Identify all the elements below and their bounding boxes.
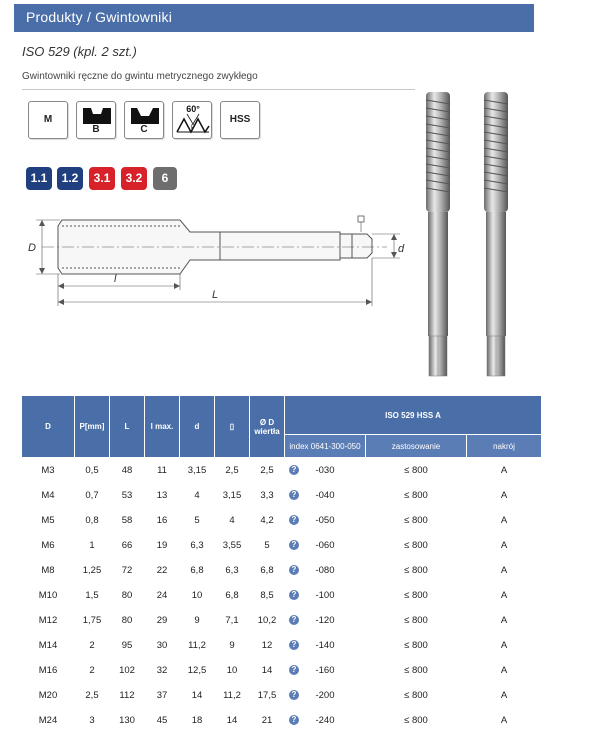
cell-lmax: 19 xyxy=(156,539,168,551)
cell-index xyxy=(285,558,365,582)
cell-zastosowanie: ≤ 800 xyxy=(404,614,428,626)
symbol-m-label: M xyxy=(43,114,53,125)
index-code[interactable]: -140 xyxy=(315,639,335,651)
angle-label: 60° xyxy=(186,104,200,114)
cell-d: 18 xyxy=(191,714,203,726)
cell-L: 72 xyxy=(121,564,133,576)
cell-index xyxy=(285,608,365,632)
dim-L-label: L xyxy=(212,289,219,301)
cell-lmax: 13 xyxy=(156,489,168,501)
index-code[interactable]: -100 xyxy=(315,589,335,601)
cell-lmax: 29 xyxy=(156,614,168,626)
cell-index xyxy=(285,533,365,557)
col-header-d: d xyxy=(180,396,214,457)
cell-nakroj: A xyxy=(500,689,508,701)
cell-d: 3,15 xyxy=(187,464,207,476)
cell-square: 11,2 xyxy=(223,689,241,701)
cell-L: 102 xyxy=(119,664,135,676)
info-icon[interactable]: ? xyxy=(289,615,299,625)
info-icon[interactable]: ? xyxy=(289,715,299,725)
cell-lmax: 45 xyxy=(156,714,168,726)
index-code[interactable]: -050 xyxy=(315,514,335,526)
col-header-drill-line2: wiertła xyxy=(254,426,280,436)
index-code[interactable]: -160 xyxy=(315,664,335,676)
cell-lmax: 37 xyxy=(156,689,168,701)
cell-L: 53 xyxy=(121,489,133,501)
chamfer-c-symbol xyxy=(124,101,164,139)
thread-angle-symbol xyxy=(172,101,212,139)
cell-P: 2 xyxy=(89,639,95,651)
cell-nakroj: A xyxy=(500,539,508,551)
info-icon[interactable]: ? xyxy=(289,490,299,500)
col-header-drill xyxy=(250,396,284,457)
cell-drill: 10,2 xyxy=(257,614,277,626)
cell-index xyxy=(285,708,365,732)
table-row xyxy=(22,633,541,657)
info-icon[interactable]: ? xyxy=(289,590,299,600)
cell-nakroj: A xyxy=(500,639,508,651)
cell-D: M16 xyxy=(38,664,58,676)
product-description: Gwintowniki ręczne do gwintu metrycznego zwykłego xyxy=(22,71,258,82)
breadcrumb[interactable]: Produkty / Gwintowniki xyxy=(26,9,173,25)
dim-d-label: d xyxy=(398,243,405,255)
cell-d: 14 xyxy=(191,689,203,701)
cell-P: 0,8 xyxy=(85,514,99,526)
info-icon[interactable]: ? xyxy=(289,665,299,675)
material-badge-3-2[interactable]: 3.2 xyxy=(121,167,147,190)
cell-zastosowanie: ≤ 800 xyxy=(404,589,428,601)
cell-drill: 5 xyxy=(264,539,270,551)
divider xyxy=(22,89,415,90)
cell-P: 1,75 xyxy=(82,614,102,626)
cell-D: M6 xyxy=(41,539,55,551)
table-row xyxy=(22,533,541,557)
cell-P: 2 xyxy=(89,664,95,676)
info-icon[interactable]: ? xyxy=(289,640,299,650)
cell-square: 9 xyxy=(229,639,235,651)
cell-nakroj: A xyxy=(500,564,508,576)
cell-d: 6,3 xyxy=(190,539,204,551)
cell-index xyxy=(285,583,365,607)
dim-l-label: l xyxy=(114,273,117,285)
index-code[interactable]: -030 xyxy=(315,464,335,476)
table-row xyxy=(22,683,541,707)
cell-nakroj: A xyxy=(500,664,508,676)
cell-L: 80 xyxy=(121,589,133,601)
cell-D: M10 xyxy=(38,589,58,601)
cell-zastosowanie: ≤ 800 xyxy=(404,689,428,701)
symbol-c-label: C xyxy=(140,124,148,135)
cell-square: 10 xyxy=(226,664,238,676)
cell-drill: 8,5 xyxy=(260,589,274,601)
cell-L: 66 xyxy=(121,539,133,551)
cell-lmax: 16 xyxy=(156,514,168,526)
material-badge-6[interactable]: 6 xyxy=(153,167,177,190)
cell-D: M4 xyxy=(41,489,55,501)
cell-nakroj: A xyxy=(500,514,508,526)
cell-zastosowanie: ≤ 800 xyxy=(404,489,428,501)
cell-zastosowanie: ≤ 800 xyxy=(404,514,428,526)
cell-index xyxy=(285,508,365,532)
product-photo xyxy=(412,88,532,388)
cell-drill: 3,3 xyxy=(260,489,274,501)
cell-lmax: 24 xyxy=(156,589,168,601)
material-badge-1-1[interactable]: 1.1 xyxy=(26,167,52,190)
product-title: ISO 529 (kpl. 2 szt.) xyxy=(22,44,137,59)
cell-D: M20 xyxy=(38,689,58,701)
spec-table xyxy=(21,395,542,733)
cell-P: 3 xyxy=(89,714,95,726)
cell-P: 0,5 xyxy=(85,464,99,476)
col-header-P: P[mm] xyxy=(75,396,109,457)
material-badge-3-1[interactable]: 3.1 xyxy=(89,167,115,190)
table-row xyxy=(22,583,541,607)
cell-L: 48 xyxy=(121,464,133,476)
cell-d: 10 xyxy=(191,589,203,601)
col-header-drill-line1: Ø D xyxy=(259,417,275,427)
col-header-group: ISO 529 HSS A xyxy=(285,396,541,434)
cell-D: M8 xyxy=(41,564,55,576)
cell-nakroj: A xyxy=(500,714,508,726)
cell-L: 95 xyxy=(121,639,133,651)
cell-index xyxy=(285,683,365,707)
cell-lmax: 22 xyxy=(156,564,168,576)
cell-d: 5 xyxy=(194,514,200,526)
cell-d: 9 xyxy=(194,614,200,626)
info-icon[interactable]: ? xyxy=(289,515,299,525)
hss-symbol xyxy=(220,101,260,139)
cell-zastosowanie: ≤ 800 xyxy=(404,539,428,551)
col-header-L: L xyxy=(110,396,144,457)
cell-zastosowanie: ≤ 800 xyxy=(404,639,428,651)
table-row xyxy=(22,658,541,682)
cell-zastosowanie: ≤ 800 xyxy=(404,464,428,476)
symbol-hss-label: HSS xyxy=(229,114,251,125)
cell-drill: 4,2 xyxy=(260,514,274,526)
page-header-bar xyxy=(14,4,534,32)
cell-drill: 12 xyxy=(261,639,273,651)
info-icon[interactable]: ? xyxy=(289,465,299,475)
info-icon[interactable]: ? xyxy=(289,565,299,575)
cell-D: M24 xyxy=(38,714,58,726)
col-header-D: D xyxy=(22,396,74,457)
cell-D: M3 xyxy=(41,464,55,476)
table-row xyxy=(22,608,541,632)
pitch-label: P xyxy=(190,125,196,131)
cell-P: 2,5 xyxy=(85,689,99,701)
tap-1-image xyxy=(426,92,450,376)
info-icon[interactable]: ? xyxy=(289,690,299,700)
cell-drill: 14 xyxy=(261,664,273,676)
col-header-zastosowanie: zastosowanie xyxy=(366,435,466,457)
cell-P: 1,5 xyxy=(85,589,99,601)
info-icon[interactable]: ? xyxy=(289,540,299,550)
cell-nakroj: A xyxy=(500,589,508,601)
cell-P: 0,7 xyxy=(85,489,99,501)
cell-zastosowanie: ≤ 800 xyxy=(404,664,428,676)
cell-L: 130 xyxy=(119,714,135,726)
material-badge-1-2[interactable]: 1.2 xyxy=(57,167,83,190)
cell-lmax: 32 xyxy=(156,664,168,676)
cell-drill: 17,5 xyxy=(257,689,277,701)
cell-zastosowanie: ≤ 800 xyxy=(404,714,428,726)
cell-D: M14 xyxy=(38,639,58,651)
table-row xyxy=(22,458,541,482)
index-code[interactable]: -240 xyxy=(315,714,335,726)
cell-index xyxy=(285,458,365,482)
col-header-nakroj: nakrój xyxy=(467,435,541,457)
table-row xyxy=(22,508,541,532)
cell-index xyxy=(285,658,365,682)
cell-L: 112 xyxy=(119,689,135,701)
dim-D-label: D xyxy=(28,242,36,254)
thread-m-symbol xyxy=(28,101,68,139)
cell-d: 4 xyxy=(194,489,200,501)
index-code[interactable]: -040 xyxy=(315,489,335,501)
cell-d: 6,8 xyxy=(190,564,204,576)
cell-lmax: 11 xyxy=(157,464,167,476)
cell-d: 12,5 xyxy=(187,664,207,676)
cell-D: M5 xyxy=(41,514,55,526)
index-code[interactable]: -060 xyxy=(315,539,335,551)
cell-index xyxy=(285,483,365,507)
table-row xyxy=(22,558,541,582)
cell-square: 7,1 xyxy=(225,614,239,626)
cell-index xyxy=(285,633,365,657)
cell-drill: 2,5 xyxy=(260,464,274,476)
index-code[interactable]: -200 xyxy=(315,689,335,701)
cell-drill: 21 xyxy=(261,714,273,726)
cell-lmax: 30 xyxy=(156,639,168,651)
cell-square: 6,8 xyxy=(225,589,239,601)
technical-drawing xyxy=(22,210,412,320)
table-row xyxy=(22,483,541,507)
col-header-lmax: l max. xyxy=(145,396,179,457)
cell-square: 14 xyxy=(226,714,238,726)
spec-table-body xyxy=(22,458,541,732)
cell-square: 2,5 xyxy=(225,464,239,476)
cell-square: 6,3 xyxy=(225,564,239,576)
cell-nakroj: A xyxy=(500,489,508,501)
cell-square: 3,55 xyxy=(222,539,242,551)
tap-2-image xyxy=(484,92,508,376)
cell-P: 1 xyxy=(89,539,95,551)
table-row xyxy=(22,708,541,732)
chamfer-b-symbol xyxy=(76,101,116,139)
cell-zastosowanie: ≤ 800 xyxy=(404,564,428,576)
cell-P: 1,25 xyxy=(82,564,102,576)
cell-L: 80 xyxy=(121,614,133,626)
thread-profile-icon xyxy=(173,102,213,140)
index-code[interactable]: -080 xyxy=(315,564,335,576)
cell-nakroj: A xyxy=(500,614,508,626)
cell-square: 3,15 xyxy=(222,489,242,501)
cell-drill: 6,8 xyxy=(260,564,274,576)
col-header-index: index 0641-300-050 xyxy=(285,435,365,457)
cell-nakroj: A xyxy=(500,464,508,476)
symbol-b-label: B xyxy=(92,124,100,135)
cell-L: 58 xyxy=(121,514,133,526)
index-code[interactable]: -120 xyxy=(315,614,335,626)
cell-square: 4 xyxy=(229,514,235,526)
col-header-square: ▯ xyxy=(215,396,249,457)
cell-d: 11,2 xyxy=(188,639,206,651)
cell-D: M12 xyxy=(38,614,58,626)
